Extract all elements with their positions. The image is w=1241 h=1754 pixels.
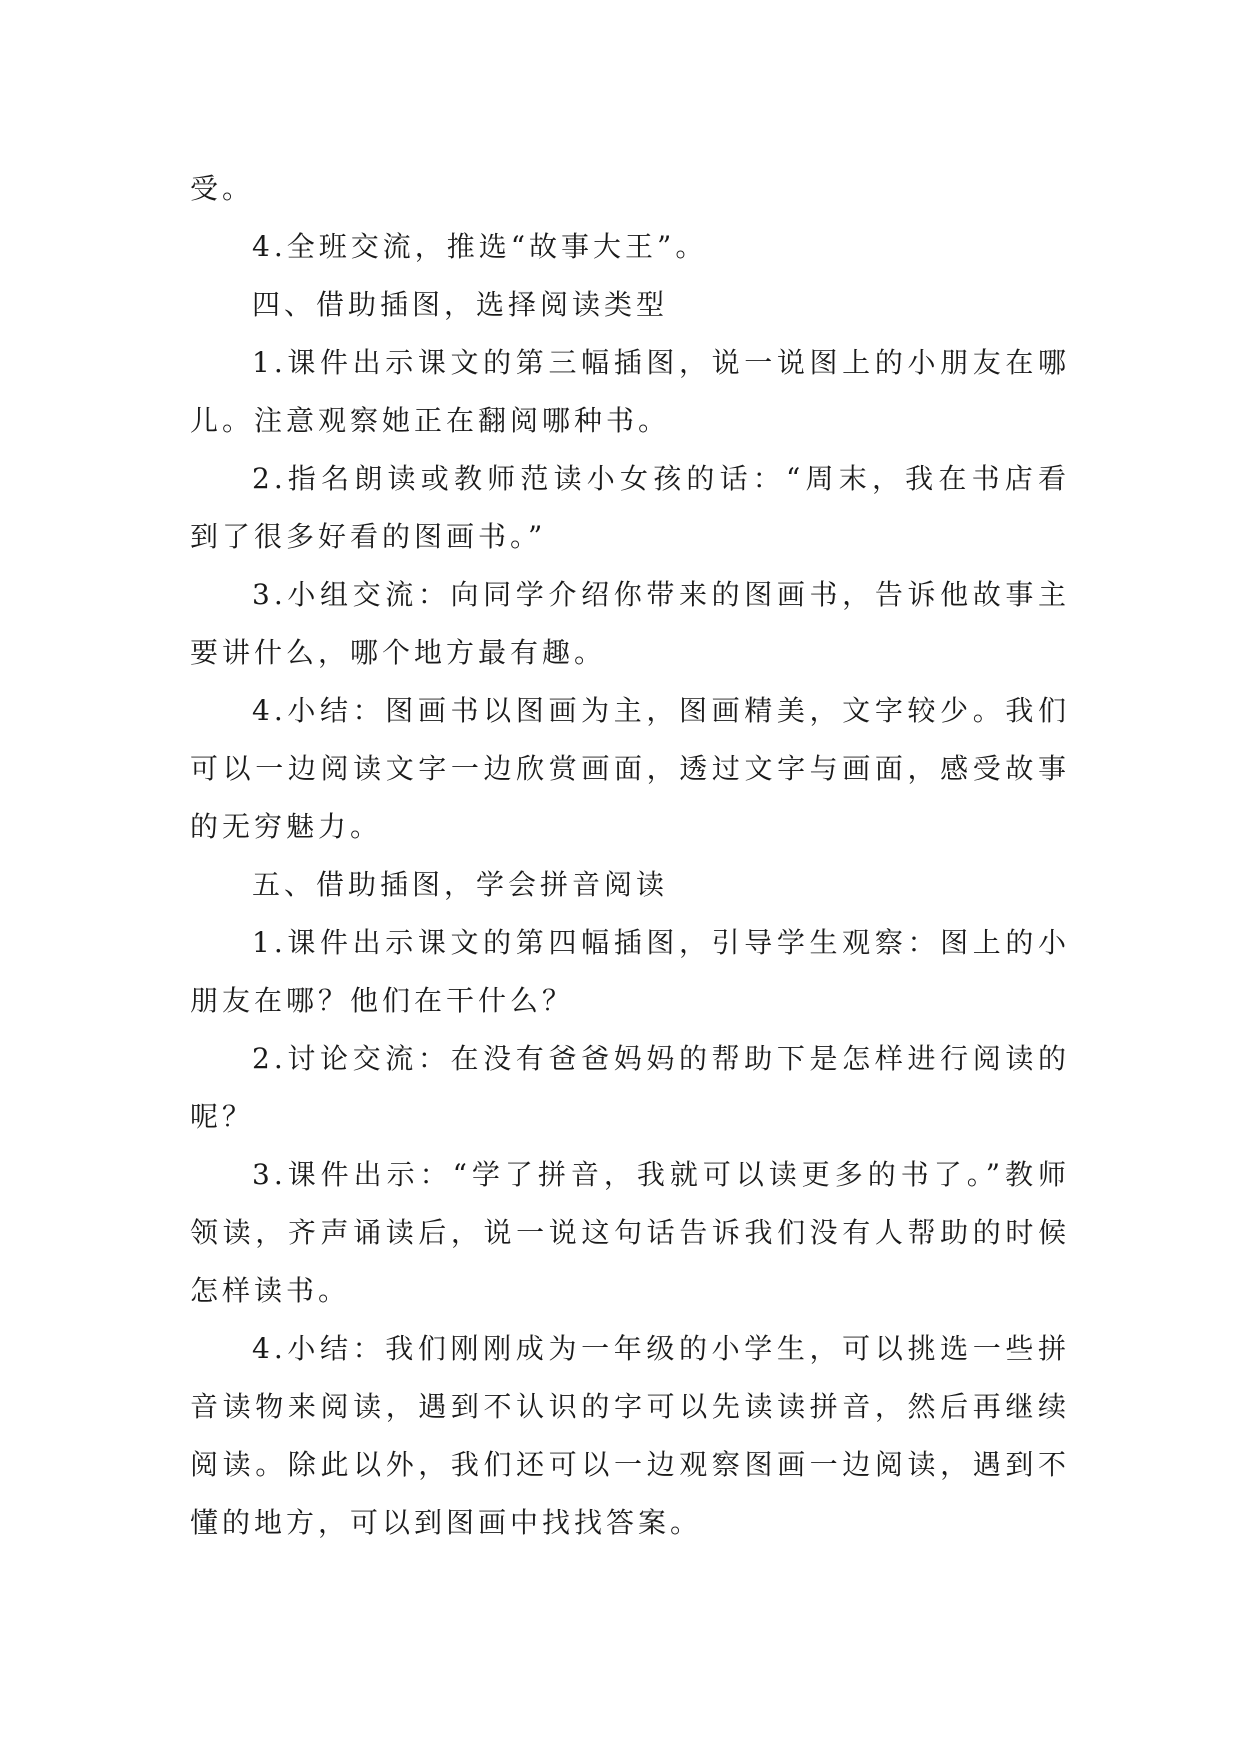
paragraph-continuation: 受。 [190,172,255,205]
section-heading-5: 五、借助插图，学会拼音阅读 [252,868,669,901]
paragraph-section5-step-1: 1.课件出示课文的第四幅插图，引导学生观察：图上的小朋友在哪？他们在干什么？ [190,926,1070,1017]
section-heading-4: 四、借助插图，选择阅读类型 [252,288,669,321]
paragraph-step-4-class-exchange: 4.全班交流，推选“故事大王”。 [252,230,708,263]
paragraph-section4-step-2: 2.指名朗读或教师范读小女孩的话：“周末，我在书店看到了很多好看的图画书。” [190,462,1070,553]
paragraph-section5-step-3: 3.课件出示：“学了拼音，我就可以读更多的书了。”教师领读，齐声诵读后，说一说这句话告诉我们没有人帮助的时候怎样读书。 [190,1158,1070,1307]
paragraph-section5-summary: 4.小结：我们刚刚成为一年级的小学生，可以挑选一些拼音读物来阅读，遇到不认识的字可以先读读拼音，然后再继续阅读。除此以外，我们还可以一边观察图画一边阅读，遇到不懂的地方，可以到图画中找找答案。 [190,1332,1070,1539]
document-body [190,160,1070,1552]
paragraph-section4-summary: 4.小结：图画书以图画为主，图画精美，文字较少。我们可以一边阅读文字一边欣赏画面，透过文字与画面，感受故事的无穷魅力。 [190,694,1070,843]
paragraph-section4-step-1: 1.课件出示课文的第三幅插图，说一说图上的小朋友在哪儿。注意观察她正在翻阅哪种书。 [190,346,1070,437]
paragraph-section4-step-3: 3.小组交流：向同学介绍你带来的图画书，告诉他故事主要讲什么，哪个地方最有趣。 [190,578,1070,669]
paragraph-section5-step-2: 2.讨论交流：在没有爸爸妈妈的帮助下是怎样进行阅读的呢？ [190,1042,1070,1133]
